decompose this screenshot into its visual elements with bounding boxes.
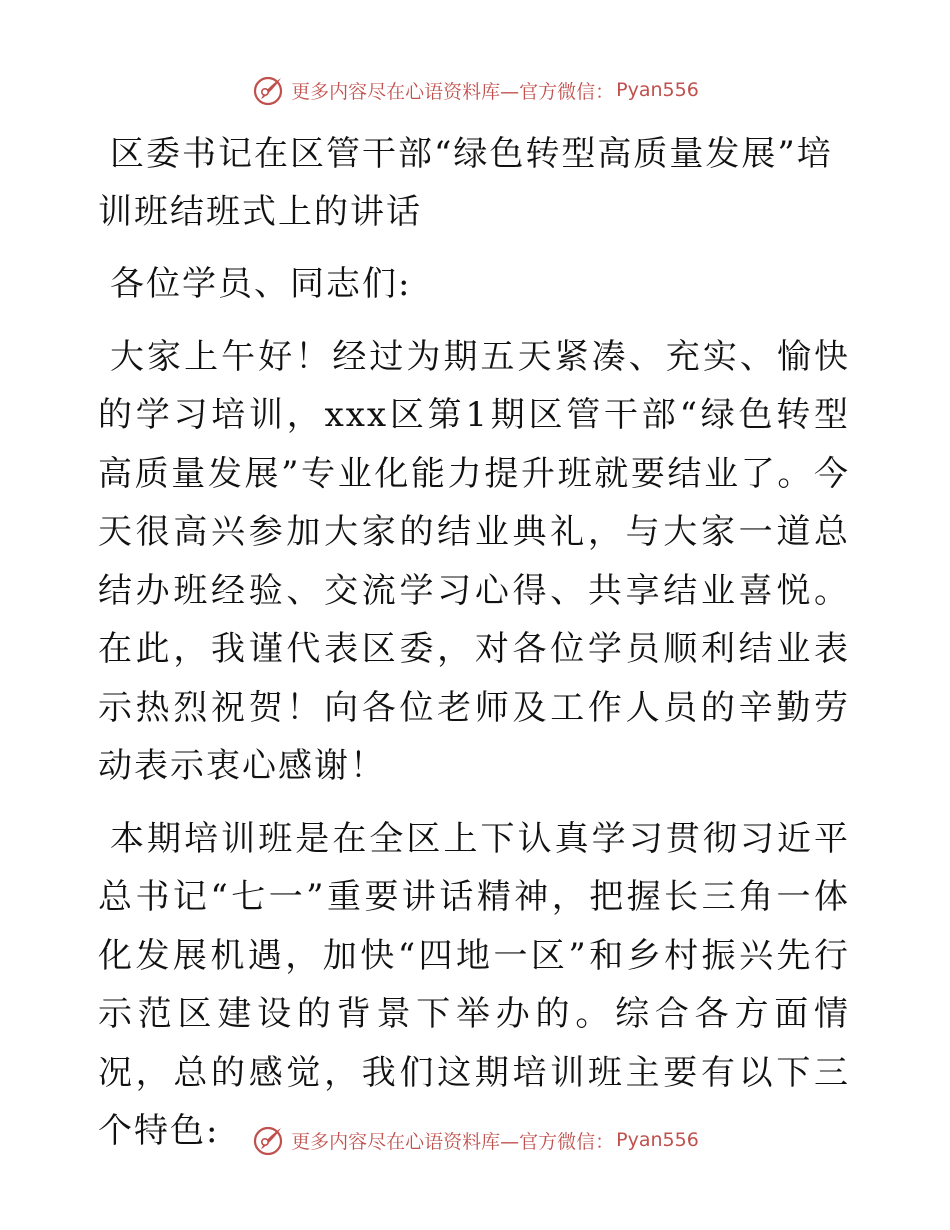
header-watermark [0,70,950,110]
document-body [98,125,850,1175]
watermark-wechat-id: Pyan556 [616,1129,699,1151]
salutation: 各位学员、同志们: [110,264,412,304]
paragraph-background: 本期培训班是在全区上下认真学习贯彻习近平总书记“七一”重要讲话精神，把握长三角一体化发展机遇，加快“四地一区”和乡村振兴先行示范区建设的背景下举办的。综合各方面情况，总的感觉，我们这期培训班主要有以下三个特色: [98,818,850,1151]
footer-watermark [0,1120,950,1160]
watermark-text: 更多内容尽在心语资料库—官方微信： [291,1130,615,1153]
document-title: 区委书记在区管干部“绿色转型高质量发展”培训班结班式上的讲话 [98,134,833,232]
watermark-wechat-id: Pyan556 [616,79,699,101]
paragraph-opening: 大家上午好！经过为期五天紧凑、充实、愉快的学习培训，xxx区第1期区管干部“绿色转型高质量发展”专业化能力提升班就要结业了。今天很高兴参加大家的结业典礼，与大家一道总结办班经验、交流学习心得、共享结业喜悦。在此，我谨代表区委，对各位学员顺利结业表示热烈祝贺！向各位老师及工作人员的辛勤劳动表示衷心感谢！ [98,336,850,786]
quill-logo-icon [251,1123,285,1157]
watermark-text: 更多内容尽在心语资料库—官方微信： [291,80,615,103]
quill-logo-icon [251,73,285,107]
